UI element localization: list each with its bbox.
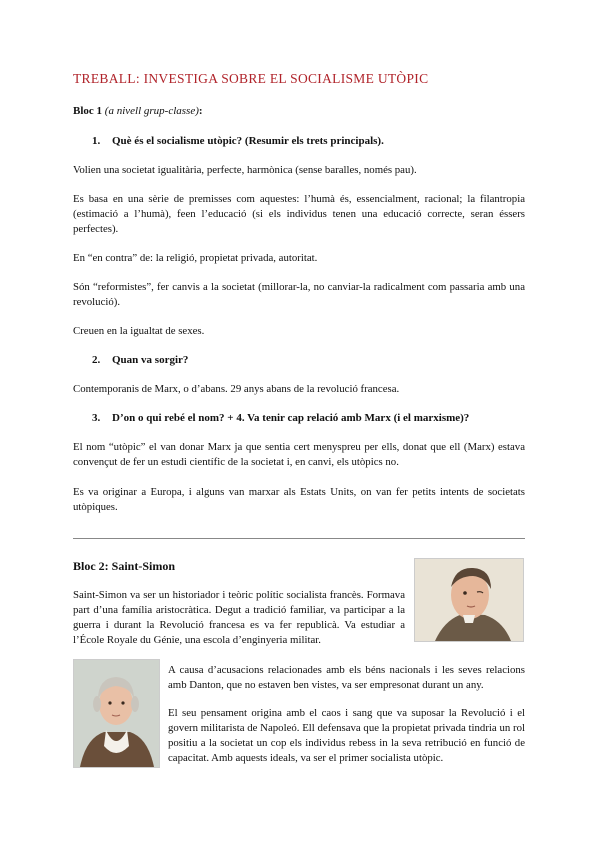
question-3 [92,411,469,426]
saint-simon-young-portrait-image [73,659,160,768]
bloc1-paragraph-7: El nom “utòpic” el van donar Marx ja que sentia cert menyspreu per ells, donat que ell (Marx) estava convençut de fer un estudi científic de la societat i, en canvi, els utòpics no. [73,441,525,468]
bloc2-paragraph-1: Saint-Simon va ser un historiador i teòric polític socialista francès. Formava part d’una família aristocràtica. Degut a tradició familiar, va participar a la guerra i durant la Revolució francesa es va fer republicà. Va estudiar a l’École Royale du Génie, una escola d’enginyeria militar. [73,589,405,646]
bloc1-colon: : [198,105,203,117]
question-1-number: 1. [92,135,101,147]
bloc1-paragraph-4: Són “reformistes”, fer canvis a la societat (millorar-la, no canviar-la radicalment com passaria amb una revolució). [73,281,525,308]
question-2-text: Quan va sorgir? [112,354,189,366]
section-divider [73,538,525,539]
bloc2-paragraph-3: El seu pensament origina amb el caos i sang que va suposar la Revolució i el govern militarista de Napoleó. Ell defensava que la propietat privada tindria un rol positiu a la societat un cop els individus rebess in la seva retribució en funció de capacitat. Amb aquests ideals, va ser el primer socialista utòpic. [168,707,525,764]
question-3-number: 3. [92,412,101,424]
bloc1-paragraph-3: En “en contra” de: la religió, propietat privada, autoritat. [73,252,318,264]
question-2-number: 2. [92,354,101,366]
bloc2-paragraph-2: A causa d’acusacions relacionades amb els béns nacionals i les seves relacions amb Danton, que no estaven ben vistes, va ser empresonat durant un any. [168,664,525,691]
saint-simon-portrait-image [414,558,524,642]
question-3-text: D’on o qui rebé el nom? + 4. Va tenir cap relació amb Marx (i el marxisme)? [112,412,470,424]
bloc1-heading [73,104,203,119]
question-1-text: Què és el socialisme utòpic? (Resumir els trets principals). [112,135,384,147]
question-1 [92,134,384,149]
page-title: TREBALL: INVESTIGA SOBRE EL SOCIALISME UTÒPIC [73,71,429,86]
question-2 [92,353,188,368]
bloc2-heading: Bloc 2: Saint-Simon [73,559,176,573]
bloc1-paragraph-8: Es va originar a Europa, i alguns van marxar als Estats Units, on van fer petits intents de societats utòpiques. [73,486,525,513]
bloc1-note: (a nivell grup-classe) [104,105,199,117]
bloc1-paragraph-2: Es basa en una sèrie de premisses com aquestes: l’humà és, essencialment, racional; la filantropia (estimació a l’humà), feen l’educació (si els individus tenen una educació correcte, seran éssers perfectes). [73,193,525,235]
bloc1-label: Bloc 1 [73,105,103,117]
bloc1-paragraph-5: Creuen en la igualtat de sexes. [73,325,205,337]
bloc1-paragraph-1: Volien una societat igualitària, perfecte, harmònica (sense baralles, només pau). [73,164,417,176]
bloc1-paragraph-6: Contemporanis de Marx, o d’abans. 29 anys abans de la revolució francesa. [73,383,400,395]
